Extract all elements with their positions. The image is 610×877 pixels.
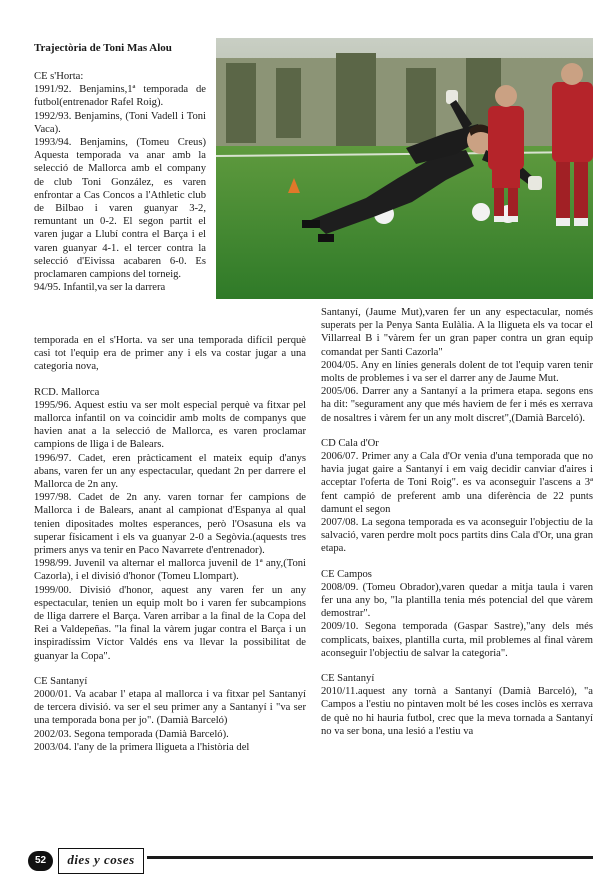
season-entry: 1993/94. Benjamins, (Tomeu Creus) Aquesta temporada va anar amb la selecció de Mallorca amb el company de club Toni González, es varen enfrontar a Cas Concos a l'Athletic club de Bilbao i varen guanyar 3-2, remuntant un 0-2. El segon partit el varen jugar a Llubí contra el Barça i el varen guanyar 4-1. el tercer contra la selecció d'Eivissa acabaren 6-0. Es proclamaren campions del torneig. bbox=[34, 137, 206, 281]
season-entry: 2009/10. Segona temporada (Gaspar Sastre),"any dels més complicats, baixes, plantilla curta, mil problemes al final vàrem aconseguir l'objectiu de salvar la categoria". bbox=[321, 621, 593, 659]
footer-rule bbox=[147, 856, 593, 859]
season-entry: 94/95. Infantil,va ser la darrera bbox=[34, 282, 166, 294]
article-title: Trajectòria de Toni Mas Alou bbox=[34, 42, 172, 54]
club-heading: CE Santanyí bbox=[321, 673, 375, 685]
season-entry: 2008/09. (Tomeu Obrador),varen quedar a mitja taula i varen fer una any bo, "la plantilla tenia més potencial del que vàrem demostrar". bbox=[321, 581, 593, 620]
goalkeeper-photo bbox=[216, 38, 593, 299]
season-entry: 2000/01. Va acabar l' etapa al mallorca i va fitxar pel Santanyí de tercera divisió. va ser el seu primer any a Santanyí i "va ser una temporada bona per jo". (Damià Barceló) bbox=[34, 689, 306, 727]
season-entry: 2010/11.aquest any tornà a Santanyí (Damià Barceló), "a Campos a l'estiu no pintaven molt bé les coses inclòs es xerrava de què no hi hauria futbol, crec que la meva tornada a Santanyí no va ser bona, una lesió a l'estiu va bbox=[321, 686, 593, 737]
season-entry: 2007/08. La segona temporada es va aconseguir l'objectiu de la salvació, varen perdre molt pocs partits dins Cala d'Or, una gran etapa. bbox=[321, 517, 593, 555]
season-entry-continued: Santanyí, (Jaume Mut),varen fer un any espectacular, només superats per la Penya Santa Eulàlia. A la lligueta els va tocar el Villarreal B i "vàrem fer un gran paper contra un gran equip comandat per Santi Cazorla" bbox=[321, 307, 593, 358]
season-entry: 1998/99. Juvenil va alternar el mallorca juvenil de 1ª any,(Toni Cazorla), i el divisió d'honor (Tomeu Llompart). bbox=[34, 558, 306, 583]
page-number: 52 bbox=[28, 851, 53, 871]
season-entry: 1996/97. Cadet, eren pràcticament el mateix equip d'anys abans, varen fer un any espectacular, quedant 2n per darrere el Mallorca de 2n any. bbox=[34, 452, 306, 491]
season-entry: 1991/92. Benjamins,1ª temporada de futbol(entrenador Rafel Roig). bbox=[34, 84, 206, 109]
club-heading: CE Santanyí bbox=[34, 675, 88, 687]
column-left bbox=[34, 334, 306, 754]
season-entry: 1999/00. Divisió d'honor, aquest any varen fer un any espectacular, tenien un equip molt bo i varen fer subcampions de lliga darrere el Barça. Varen arribar a la final de la Copa del Rei a Valdepeñas. "la final la vàrem jugar contra el Barça i un inspiradíssim Víctor Valdés ens va llevar la possibilitat de guanyar la Copa". bbox=[34, 584, 306, 662]
club-heading: RCD. Mallorca bbox=[34, 386, 100, 398]
season-entry: 1995/96. Aquest estiu va ser molt especial perquè va fitxar pel mallorca infantil on va coincidir amb molts de companys que havien anat a la selecció de Mallorca, es varen proclamar campions de lliga i de Balears. bbox=[34, 399, 306, 451]
season-entry: 2005/06. Darrer any a Santanyí a la primera etapa. segons ens ha dit: "segurament any que més haviem de fer i més es xerrava de nosaltres i vàrem fer un any molt discret",(Damià Barceló). bbox=[321, 386, 593, 424]
season-entry: 1997/98. Cadet de 2n any. varen tornar fer campions de Mallorca i de Balears, anant al campionat d'Espanya al qual tenien dipositades moltes esperances, però l'Osasuna els va superar físicament i els va guanyar 2-0 a Segòvia.(aquests tres primers anys va tenir en Paco Navarrete d'entrenador). bbox=[34, 492, 306, 557]
season-entry: 1992/93. Benjamins, (Toni Vadell i Toni Vaca). bbox=[34, 110, 206, 135]
season-entry: 2004/05. Any en línies generals dolent de tot l'equip varen tenir molts de problemes i va ser el darrer any de Jaume Mut. bbox=[321, 359, 593, 385]
season-entry: 2003/04. l'any de la primera lligueta a l'història del bbox=[34, 741, 250, 753]
season-entry-continued: temporada en el s'Horta. va ser una temporada difícil perquè casi tot l'equip era de primer any i els va costar jugar a una categoria nova, bbox=[34, 335, 306, 373]
club-heading: CE s'Horta: bbox=[34, 71, 84, 82]
season-entry: 2006/07. Primer any a Cala d'Or venia d'una temporada que no havia jugat gaire a Santanyí i em vaig decidir canviar d'aires i acceptar l'oferta de Toni Roig". es va aconseguir l'ascens a 3ª fent campió de preferent amb una diferència de 22 punts damunt el segon bbox=[321, 451, 593, 515]
season-entry: 2002/03. Segona temporada (Damià Barceló). bbox=[34, 728, 229, 740]
column-top-left bbox=[34, 70, 206, 294]
club-heading: CD Cala d'Or bbox=[321, 437, 379, 449]
column-right bbox=[321, 306, 593, 738]
goalkeeper-diving-image bbox=[216, 38, 593, 299]
magazine-logo: dies y coses bbox=[58, 848, 144, 874]
club-heading: CE Campos bbox=[321, 568, 372, 580]
